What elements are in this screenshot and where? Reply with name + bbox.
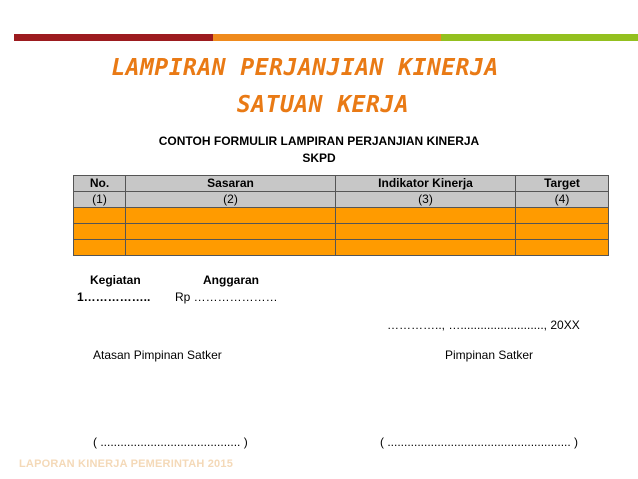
right-signature-name: ( ....................................................... ) xyxy=(380,435,579,449)
table-cell[interactable] xyxy=(516,240,609,256)
table-number-row xyxy=(74,192,609,208)
top-color-bar xyxy=(0,34,638,41)
left-signature-title: Atasan Pimpinan Satker xyxy=(93,348,222,362)
table-header-row xyxy=(74,176,609,192)
anggaran-value: Rp ………………… xyxy=(175,290,278,304)
table-cell[interactable] xyxy=(126,208,336,224)
number-cell: (3) xyxy=(336,192,516,208)
page-title-line1: LAMPIRAN PERJANJIAN KINERJA xyxy=(111,55,499,81)
kegiatan-label: Kegiatan xyxy=(90,273,141,287)
number-cell: (2) xyxy=(126,192,336,208)
bar-segment-green xyxy=(441,34,638,41)
anggaran-label: Anggaran xyxy=(203,273,260,287)
bar-segment-red xyxy=(14,34,213,41)
date-line: ………….., …........................., 20XX xyxy=(387,318,580,332)
table-row xyxy=(74,224,609,240)
number-cell: (1) xyxy=(74,192,126,208)
table-cell[interactable] xyxy=(516,224,609,240)
table-cell[interactable] xyxy=(126,224,336,240)
header-sasaran: Sasaran xyxy=(126,176,336,192)
table-cell[interactable] xyxy=(74,240,126,256)
header-target: Target xyxy=(516,176,609,192)
table-cell[interactable] xyxy=(336,224,516,240)
form-unit-label: SKPD xyxy=(302,151,336,165)
table-cell[interactable] xyxy=(74,208,126,224)
table-cell[interactable] xyxy=(126,240,336,256)
table-cell[interactable] xyxy=(336,240,516,256)
table-cell[interactable] xyxy=(516,208,609,224)
bar-segment-orange xyxy=(213,34,441,41)
left-signature-name: ( .......................................... ) xyxy=(93,435,248,449)
right-signature-title: Pimpinan Satker xyxy=(445,348,534,362)
performance-table xyxy=(73,175,609,256)
page-title-line2: SATUAN KERJA xyxy=(236,92,410,118)
header-indikator: Indikator Kinerja xyxy=(336,176,516,192)
header-no: No. xyxy=(74,176,126,192)
form-subtitle: CONTOH FORMULIR LAMPIRAN PERJANJIAN KINERJA xyxy=(158,134,480,148)
bar-segment-white xyxy=(0,34,14,41)
kegiatan-value: 1…………….. xyxy=(77,290,151,304)
table-cell[interactable] xyxy=(74,224,126,240)
table-row xyxy=(74,208,609,224)
table-row xyxy=(74,240,609,256)
number-cell: (4) xyxy=(516,192,609,208)
table-cell[interactable] xyxy=(336,208,516,224)
footer-label: LAPORAN KINERJA PEMERINTAH 2015 xyxy=(19,458,234,470)
